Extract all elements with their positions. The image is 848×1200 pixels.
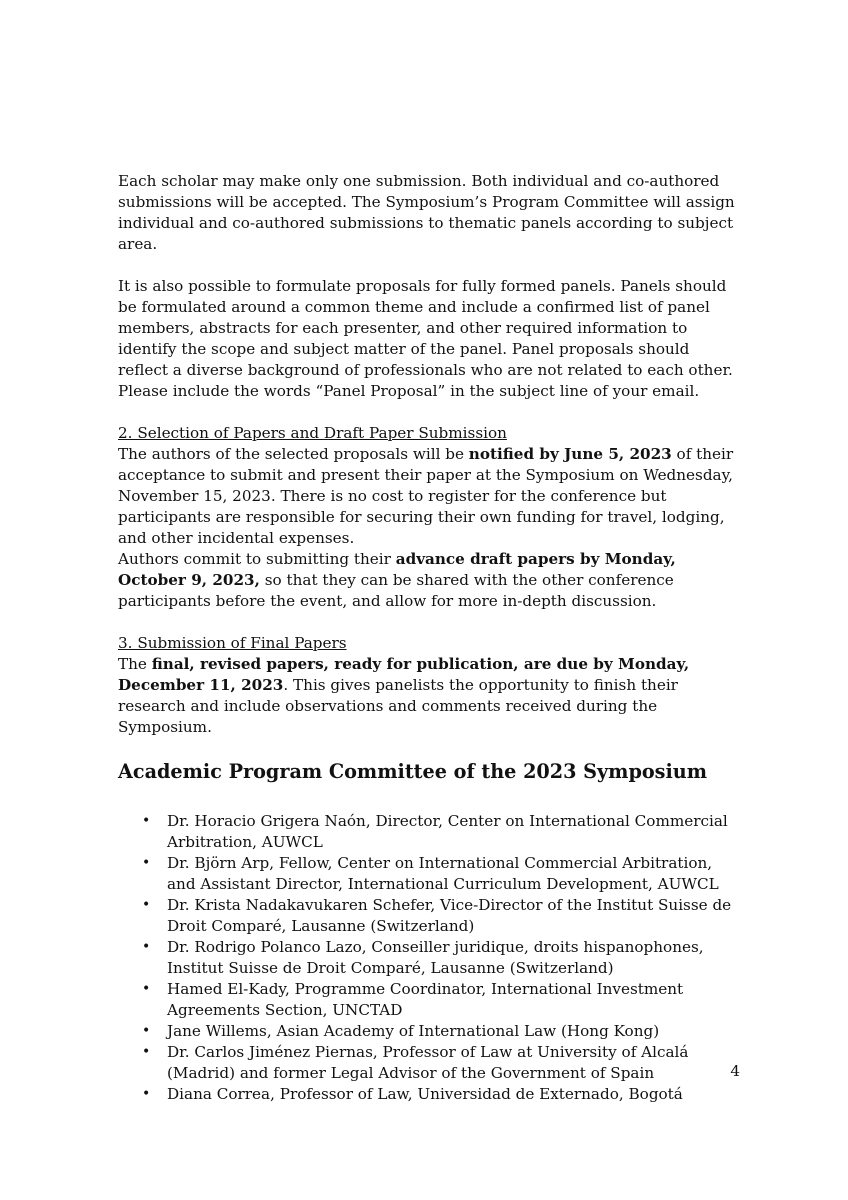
member-text: Hamed El-Kady, Programme Coordinator, International Investment Agreements Section, UNCTAD (167, 980, 684, 1019)
selection-text-a: The authors of the selected proposals will be (118, 445, 469, 463)
draft-papers-paragraph (118, 549, 740, 612)
bullet-icon: • (142, 981, 151, 997)
bullet-icon: • (142, 939, 151, 955)
committee-title: Academic Program Committee of the 2023 Symposium (118, 760, 708, 783)
draft-text-c: so that they can be shared with the other conference participants before the event, and allow for more in-depth discussion. (118, 571, 674, 610)
committee-member (118, 811, 740, 853)
committee-member (118, 937, 740, 979)
bullet-icon: • (142, 1086, 151, 1102)
draft-text-a: Authors commit to submitting their (118, 550, 396, 568)
selection-notification-paragraph (118, 444, 740, 549)
committee-member (118, 853, 740, 895)
final-text-a: The (118, 655, 152, 673)
committee-member (118, 1042, 740, 1084)
final-text-c: . This gives panelists the opportunity to finish their research and include observations and comments received during the Symposium. (118, 676, 678, 736)
committee-member (118, 1021, 740, 1042)
member-text: Dr. Horacio Grigera Naón, Director, Center on International Commercial Arbitration, AUWCL (167, 812, 728, 851)
committee-member (118, 1084, 740, 1105)
final-deadline: final, revised papers, ready for publication, are due by Monday, December 11, 2023 (118, 655, 690, 694)
section-2-heading: 2. Selection of Papers and Draft Paper Submission (118, 424, 507, 442)
notification-date: notified by June 5, 2023 (468, 445, 672, 463)
member-text: Diana Correa, Professor of Law, Universidad de Externado, Bogotá (167, 1085, 683, 1103)
draft-deadline: advance draft papers by Monday, October 9, 2023, (118, 550, 676, 589)
member-text: Dr. Rodrigo Polanco Lazo, Conseiller juridique, droits hispanophones, Institut Suisse de Droit Comparé, Lausanne (Switzerland) (167, 938, 704, 977)
committee-member (118, 979, 740, 1021)
member-text: Dr. Carlos Jiménez Piernas, Professor of Law at University of Alcalá (Madrid) and former Legal Advisor of the Government of Spain (167, 1043, 689, 1082)
bullet-icon: • (142, 855, 151, 871)
bullet-icon: • (142, 813, 151, 829)
member-text: Dr. Björn Arp, Fellow, Center on International Commercial Arbitration, and Assistant Director, International Curriculum Development, AUWCL (167, 854, 719, 893)
document-page (118, 171, 740, 1105)
member-text: Dr. Krista Nadakavukaren Schefer, Vice-Director of the Institut Suisse de Droit Comparé, Lausanne (Switzerland) (167, 896, 732, 935)
bullet-icon: • (142, 1023, 151, 1039)
committee-member (118, 895, 740, 937)
final-papers-paragraph (118, 654, 740, 738)
member-text: Jane Willems, Asian Academy of International Law (Hong Kong) (167, 1022, 660, 1040)
page-number: 4 (730, 1062, 740, 1080)
committee-list (118, 811, 740, 1105)
bullet-icon: • (142, 897, 151, 913)
selection-text-c: of their acceptance to submit and present their paper at the Symposium on Wednesday, November 15, 2023. There is no cost to register for the conference but participants are responsible for securing their own funding for travel, lodging, and other incidental expenses. (118, 445, 734, 547)
panel-proposals-paragraph: It is also possible to formulate proposals for fully formed panels. Panels should be formulated around a common theme and include a confirmed list of panel members, abstracts for each presenter, and other required information to identify the scope and subject matter of the panel. Panel proposals should reflect a diverse background of professionals who are not related to each other. Please include the words “Panel Proposal” in the subject line of your email. (118, 277, 733, 400)
section-3-heading: 3. Submission of Final Papers (118, 634, 347, 652)
submission-rules-paragraph: Each scholar may make only one submission. Both individual and co-authored submissions will be accepted. The Symposium’s Program Committee will assign individual and co-authored submissions to thematic panels according to subject area. (118, 172, 735, 253)
bullet-icon: • (142, 1044, 151, 1060)
